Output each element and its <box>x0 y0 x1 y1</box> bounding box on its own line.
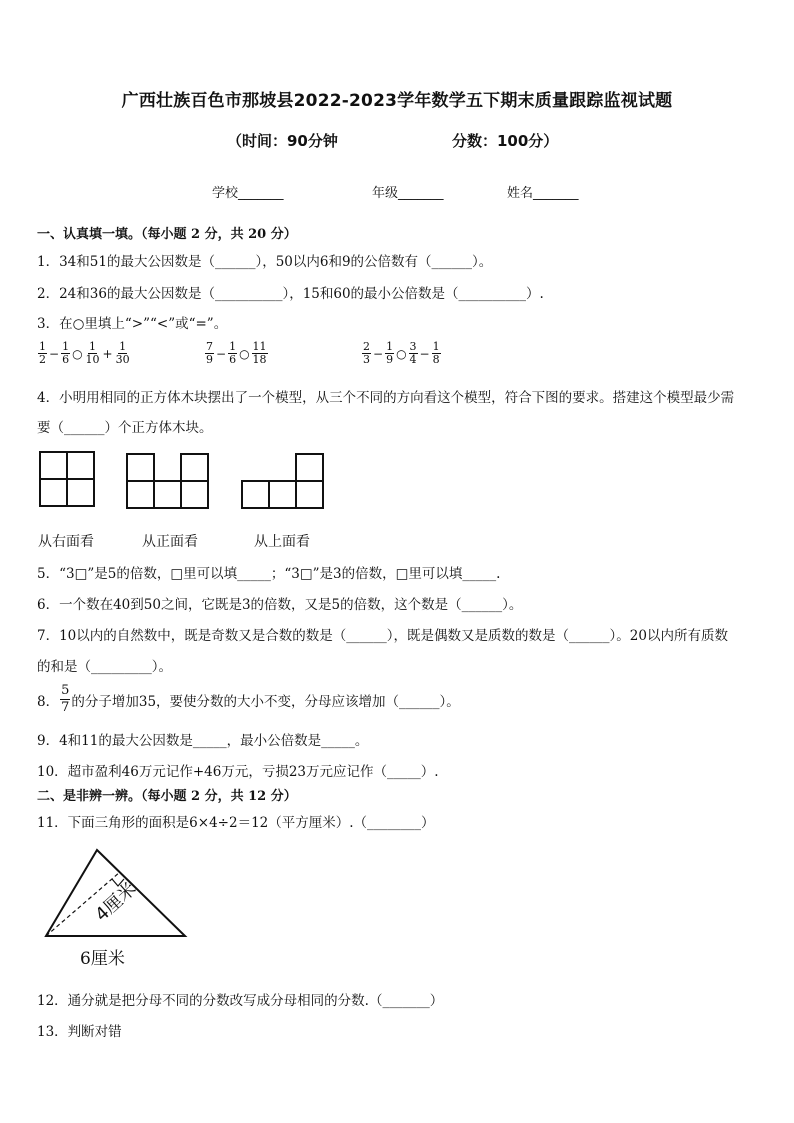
question-2: 2．24和36的最大公因数是（__________），15和60的最小公倍数是（__________）. <box>37 286 544 302</box>
section-1-heading: 一、认真填一填。（每小题 2 分，共 20 分） <box>37 227 297 242</box>
question-12: 12．通分就是把分母不同的分数改写成分母相同的分数.（_______） <box>37 993 444 1009</box>
page-title: 广西壮族百色市那坡县2022-2023学年数学五下期末质量跟踪监视试题 <box>121 91 673 111</box>
compare-circle[interactable]: ○ <box>239 346 250 361</box>
fraction: $\frac{1}{9}$ <box>386 340 394 366</box>
height-label: 4厘米 <box>91 878 141 926</box>
fraction: $\frac{7}{9}$ <box>206 340 213 366</box>
fraction: $\frac{1}{8}$ <box>432 340 440 366</box>
question-11: 11．下面三角形的面积是6×4÷2＝12（平方厘米）.（________） <box>37 815 435 831</box>
q3-expression-c: $\frac{2}{3}$ − $\frac{1}{9}$ ○ $\frac{3}{4}$ − $\frac{1}{8}$ <box>363 340 440 366</box>
exam-time: （时间：90分钟 <box>227 132 338 150</box>
fraction: $\frac{2}{3}$ <box>363 340 370 366</box>
base-label: 6厘米 <box>80 949 125 969</box>
fraction: $\frac{1}{30}$ <box>115 340 130 366</box>
question-3: 3．在○里填上“>”“<”或“=”。 <box>37 316 228 332</box>
question-10: 10．超市盈利46万元记作+46万元，亏损23万元应记作（_____）. <box>37 764 439 780</box>
triangle-figure <box>42 846 192 946</box>
question-1: 1．34和51的最大公因数是（______），50以内6和9的公倍数有（______）。 <box>37 254 493 270</box>
question-6: 6．一个数在40到50之间，它既是3的倍数，又是5的倍数，这个数是（______）。 <box>37 597 523 613</box>
school-field[interactable]: 学校_______ <box>212 186 284 201</box>
grade-field[interactable]: 年级_______ <box>372 186 444 201</box>
front-view-caption: 从正面看 <box>142 534 198 550</box>
q3-expression-b: $\frac{7}{9}$ − $\frac{1}{6}$ ○ $\frac{11}{18}$ <box>206 340 267 366</box>
fraction: $\frac{1}{2}$ <box>39 340 46 366</box>
fraction: $\frac{5}{7}$ <box>61 683 70 715</box>
fraction: $\frac{1}{6}$ <box>62 340 70 366</box>
question-8: 8． $\frac{5}{7}$ 的分子增加35，要使分数的大小不变，分母应该增加（______）。 <box>37 683 460 715</box>
exam-score: 分数：100分） <box>452 132 559 150</box>
front-view-diagram <box>125 452 211 512</box>
compare-circle[interactable]: ○ <box>72 346 83 361</box>
section-2-heading: 二、是非辨一辨。（每小题 2 分，共 12 分） <box>37 789 297 804</box>
question-9: 9．4和11的最大公因数是_____，最小公倍数是_____。 <box>37 733 369 749</box>
question-13: 13．判断对错 <box>37 1024 122 1040</box>
fraction: $\frac{1}{10}$ <box>85 340 100 366</box>
compare-circle[interactable]: ○ <box>396 346 407 361</box>
fraction: $\frac{1}{6}$ <box>229 340 237 366</box>
q3-expression-a: $\frac{1}{2}$ − $\frac{1}{6}$ ○ $\frac{1}{10}$ + $\frac{1}{30}$ <box>39 340 130 366</box>
right-view-caption: 从右面看 <box>38 534 94 550</box>
question-7-line-1: 7．10以内的自然数中，既是奇数又是合数的数是（______），既是偶数又是质数的数是（______）。20以内所有质数 <box>37 628 728 644</box>
fraction: $\frac{11}{18}$ <box>252 340 267 366</box>
fraction: $\frac{3}{4}$ <box>409 340 417 366</box>
question-7-line-2: 的和是（_________）。 <box>37 659 172 675</box>
top-view-diagram <box>240 452 326 512</box>
name-field[interactable]: 姓名_______ <box>507 186 579 201</box>
top-view-caption: 从上面看 <box>254 534 310 550</box>
question-4-line-2: 要（______）个正方体木块。 <box>37 420 213 436</box>
right-view-diagram <box>38 450 98 512</box>
question-5: 5．“3□”是5的倍数，□里可以填_____；“3□”是3的倍数，□里可以填_____. <box>37 566 501 582</box>
question-4-line-1: 4．小明用相同的正方体木块摆出了一个模型，从三个不同的方向看这个模型，符合下图的要求。搭建这个模型最少需 <box>37 390 735 406</box>
